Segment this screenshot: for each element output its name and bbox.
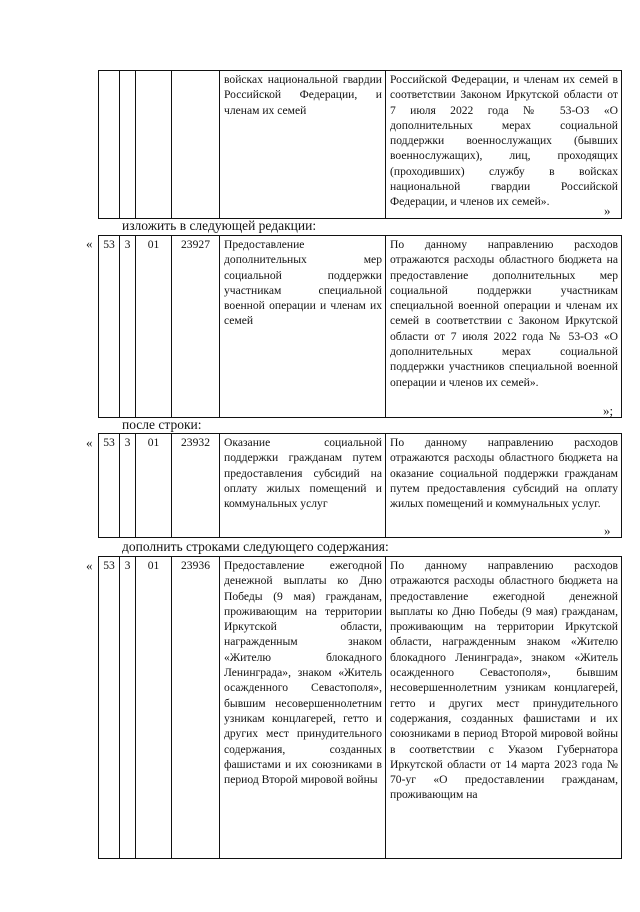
- code-cell: [136, 71, 172, 219]
- opening-quote: «: [86, 435, 93, 450]
- code-cell: 3: [120, 434, 136, 538]
- code-cell: 23936: [172, 557, 220, 859]
- table-row: [99, 71, 622, 219]
- section-heading: изложить в следующей редакции:: [122, 218, 317, 233]
- code-cell: 53: [99, 557, 120, 859]
- table-block-top: [98, 70, 618, 219]
- table-row: [99, 236, 622, 418]
- opening-quote: «: [86, 236, 93, 251]
- budget-table: [98, 556, 622, 859]
- code-cell: [99, 71, 120, 219]
- table-block-23936: [98, 556, 618, 859]
- code-cell: 01: [136, 557, 172, 859]
- description-cell: По данному направлению расходов отражаются расходы областного бюджета на оказание социальной поддержки гражданам путем предоставления субсидий на оплату жилых помещений и коммунальных услуг.: [386, 434, 622, 538]
- name-cell: Предоставление ежегодной денежной выплаты ко Дню Победы (9 мая) гражданам, проживающим на территории Иркутской области, награжденным знаком «Жителю блокадного Ленинграда», знаком «Житель осажденного Севастополя», бывшим несовершеннолетним узникам концлагерей, гетто и других мест принудительного содержания, созданных фашистами и их союзниками в период Второй мировой войны: [220, 557, 386, 859]
- code-cell: 53: [99, 236, 120, 418]
- description-cell: По данному направлению расходов отражаются расходы областного бюджета на предоставление ежегодной денежной выплаты ко Дню Победы (9 мая) гражданам, проживающим на территории Иркутской области, награжденным знаком «Жителю блокадного Ленинграда», знаком «Житель осажденного Севастополя», бывшим несовершеннолетним узникам концлагерей, гетто и других мест принудительного содержания, созданных фашистами и их союзниками в период Второй мировой войны в соответствии с Указом Губернатора Иркутской области от 14 марта 2023 года № 70-уг «О предоставлении гражданам, проживающим на: [386, 557, 622, 859]
- table-row: [99, 557, 622, 859]
- code-cell: 53: [99, 434, 120, 538]
- code-cell: 23932: [172, 434, 220, 538]
- table-block-23932: [98, 433, 618, 538]
- code-cell: 01: [136, 434, 172, 538]
- opening-quote: «: [86, 558, 93, 573]
- closing-quote: »: [604, 203, 611, 218]
- name-cell: Предоставление дополнительных мер социальной поддержки участникам специальной военной операции и членам их семей: [220, 236, 386, 418]
- description-cell: По данному направлению расходов отражаются расходы областного бюджета на предоставление дополнительных мер социальной поддержки участникам специальной военной операции и членам их семей в соответствии с Законом Иркутской области от 7 июля 2022 года № 53-ОЗ «О дополнительных мерах социальной поддержки участников специальной военной операции и членов их семей».: [386, 236, 622, 418]
- closing-quote: »;: [603, 403, 614, 418]
- budget-table: [98, 433, 622, 538]
- section-heading: после строки:: [122, 417, 202, 432]
- code-cell: 3: [120, 236, 136, 418]
- budget-table: [98, 235, 622, 418]
- description-cell: Российской Федерации, и членам их семей в соответствии Законом Иркутской области от 7 июля 2022 года № 53-ОЗ «О дополнительных мерах социальной поддержки военнослужащих (бывших военнослужащих), лиц, проходящих (проходивших) службу в войсках национальной гвардии Российской Федерации, и членов их семей».: [386, 71, 622, 219]
- code-cell: 01: [136, 236, 172, 418]
- name-cell: войсках национальной гвардии Российской Федерации, и членам их семей: [220, 71, 386, 219]
- code-cell: 3: [120, 557, 136, 859]
- code-cell: [120, 71, 136, 219]
- budget-table: [98, 70, 622, 219]
- name-cell: Оказание социальной поддержки гражданам путем предоставления субсидий на оплату жилых помещений и коммунальных услуг: [220, 434, 386, 538]
- table-block-23927: [98, 235, 618, 418]
- code-cell: 23927: [172, 236, 220, 418]
- closing-quote: »: [604, 523, 611, 538]
- table-row: [99, 434, 622, 538]
- code-cell: [172, 71, 220, 219]
- section-heading: дополнить строками следующего содержания:: [122, 539, 389, 554]
